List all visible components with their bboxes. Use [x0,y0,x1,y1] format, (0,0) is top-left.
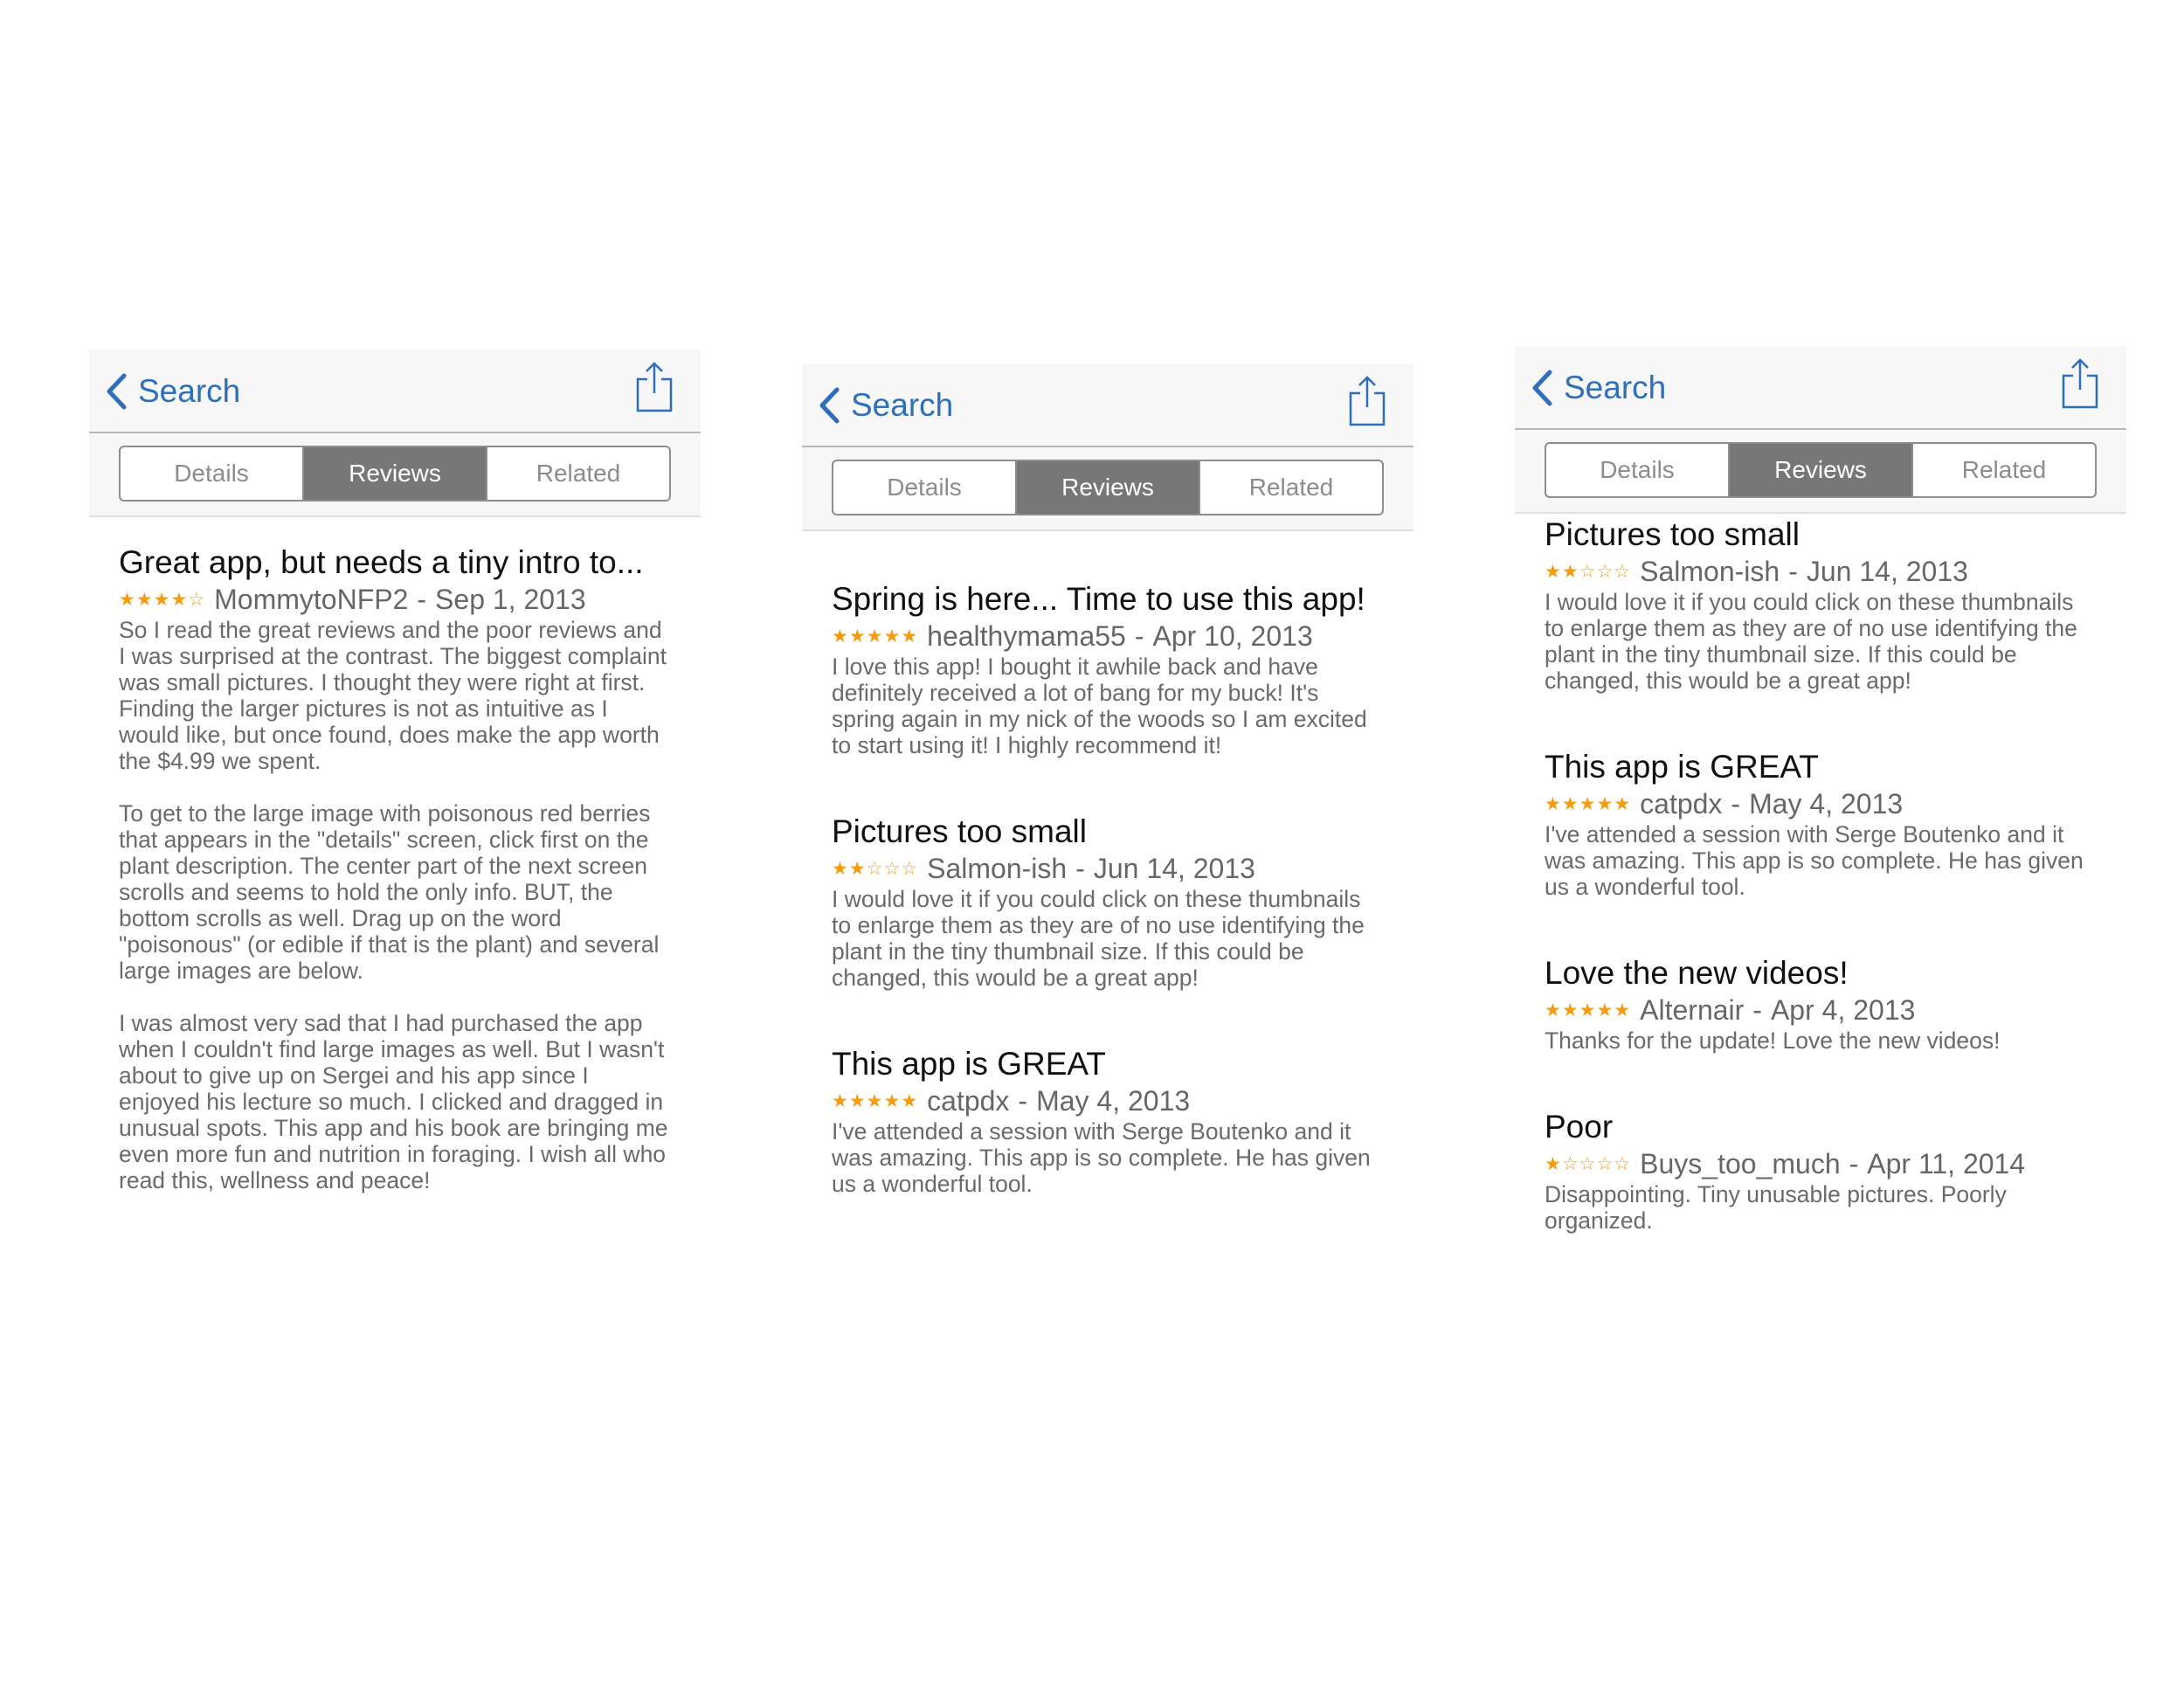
review-date: Apr 10, 2013 [1152,619,1313,652]
app-reviews-screen [89,349,701,1248]
star-filled-icon: ★ [1596,793,1614,814]
review-paragraph: Thanks for the update! Love the new videos! [1545,1027,2001,1054]
review-body [1545,589,2097,694]
review-date: Jun 14, 2013 [1093,852,1255,884]
meta-separator: - [1788,555,1798,587]
segment-bar [89,433,701,517]
review-item [119,543,671,1193]
star-empty-icon: ☆ [1579,561,1597,582]
review-paragraph: I was almost very sad that I had purchased the app when I couldn't find large images as well. But I wasn't about to give up on Sergei and his app since I enjoyed his lecture so much. I clicked and dragged in unusual spots. This app and his book are bringing me even more fun and nutrition in foraging. I wish all who read this, wellness and peace! [119,1010,668,1193]
star-filled-icon: ★ [901,626,919,647]
back-button-label: Search [1564,370,1667,405]
review-meta [832,619,1384,654]
app-reviews-screen [1515,346,2126,1288]
review-body [832,654,1384,758]
review-title: This app is GREAT [1545,749,1819,785]
share-button[interactable] [1347,374,1387,428]
nav-bar [802,363,1413,447]
review-date: May 4, 2013 [1749,787,1904,820]
review-date: May 4, 2013 [1036,1084,1191,1117]
review-paragraph: I would love it if you could click on these thumbnails to enlarge them as they are of no use identifying the plant in the tiny thumbnail size. If this could be changed, this would be a great app! [832,886,1365,991]
review-author: catpdx [927,1084,1010,1117]
share-icon [2060,356,2100,411]
review-date: Apr 4, 2013 [1770,993,1916,1026]
app-reviews-screen [802,363,1413,1251]
star-filled-icon: ★ [1545,1000,1562,1020]
star-empty-icon: ☆ [1561,1153,1579,1174]
segmented-control [1545,442,2097,498]
back-button-label: Search [851,387,954,423]
review-list [89,517,701,1193]
review-title: Poor [1545,1109,1614,1145]
star-empty-icon: ☆ [1614,1153,1632,1174]
segmented-control [832,460,1384,515]
review-body [119,617,671,1193]
review-meta [1545,1146,2097,1181]
review-body [832,1118,1384,1197]
star-empty-icon: ☆ [1596,1153,1614,1174]
review-author: Alternair [1640,993,1745,1026]
star-filled-icon: ★ [119,589,136,610]
star-filled-icon: ★ [848,858,867,879]
star-filled-icon: ★ [135,589,154,610]
review-paragraph: Disappointing. Tiny unusable pictures. Poorly organized. [1545,1181,2007,1234]
review-item [832,1045,1384,1197]
star-filled-icon: ★ [1561,561,1579,582]
star-filled-icon: ★ [883,626,902,647]
tab-reviews[interactable]: Reviews [1015,461,1199,514]
segmented-control [119,446,671,502]
star-filled-icon: ★ [901,1090,919,1111]
back-button-label: Search [138,373,241,409]
chevron-left-icon [1531,369,1553,407]
share-button[interactable] [634,360,674,414]
star-filled-icon: ★ [1579,793,1597,814]
star-rating [1545,1153,1631,1175]
review-body [1545,1027,2097,1054]
star-filled-icon: ★ [1614,793,1632,814]
star-filled-icon: ★ [1561,793,1579,814]
tab-details[interactable]: Details [1600,456,1675,483]
review-paragraph: I've attended a session with Serge Boutenko and it was amazing. This app is so complete. He has given us a wonderful tool. [832,1118,1371,1197]
back-button[interactable] [105,370,240,412]
meta-separator: - [1075,852,1085,884]
star-filled-icon: ★ [832,1090,849,1111]
review-author: Buys_too_much [1640,1147,1841,1180]
review-list [802,531,1413,1197]
review-item [832,813,1384,991]
star-rating [1545,1000,1631,1021]
star-empty-icon: ☆ [188,589,206,610]
segment-bar [1515,430,2126,514]
review-item [1545,1108,2097,1234]
star-filled-icon: ★ [1579,1000,1597,1020]
review-item [1545,954,2097,1054]
review-body [832,886,1384,991]
review-author: Salmon-ish [927,852,1068,884]
review-meta [1545,993,2097,1027]
review-date: Apr 11, 2014 [1867,1147,2026,1180]
tab-reviews[interactable]: Reviews [1728,444,1911,496]
review-author: Salmon-ish [1640,555,1780,587]
review-title: Pictures too small [832,813,1087,849]
review-item [1545,748,2097,900]
star-filled-icon: ★ [848,1090,867,1111]
star-filled-icon: ★ [832,858,849,879]
star-empty-icon: ☆ [1614,561,1632,582]
star-filled-icon: ★ [1545,1153,1562,1174]
review-meta [832,1083,1384,1118]
review-title: This app is GREAT [832,1046,1106,1082]
review-title: Spring is here... Time to use this app! [832,581,1365,617]
star-filled-icon: ★ [883,1090,902,1111]
share-button[interactable] [2060,356,2100,411]
back-button[interactable] [818,384,953,426]
review-date: Sep 1, 2013 [435,583,586,615]
review-body [1545,1181,2097,1234]
star-empty-icon: ☆ [883,858,902,879]
meta-separator: - [1752,993,1762,1026]
review-date: Jun 14, 2013 [1806,555,1968,587]
star-filled-icon: ★ [866,626,884,647]
review-title: Love the new videos! [1545,955,1849,991]
star-rating [1545,561,1631,583]
meta-separator: - [1849,1147,1859,1180]
star-filled-icon: ★ [866,1090,884,1111]
review-meta [1545,554,2097,589]
tab-reviews[interactable]: Reviews [302,447,486,500]
tab-related[interactable]: Related [1199,461,1382,514]
star-filled-icon: ★ [848,626,867,647]
star-rating [832,858,918,880]
review-title: Great app, but needs a tiny intro to... [119,544,644,580]
review-paragraph: I've attended a session with Serge Boutenko and it was amazing. This app is so complete. He has given us a wonderful tool. [1545,821,2084,900]
review-paragraph: I would love it if you could click on these thumbnails to enlarge them as they are of no use identifying the plant in the tiny thumbnail size. If this could be changed, this would be a great app! [1545,589,2077,694]
meta-separator: - [417,583,427,615]
review-paragraph: To get to the large image with poisonous red berries that appears in the "details" screen, click first on the plant description. The center part of the next screen scrolls and seems to hold the only info. BUT, the bottom scrolls as well. Drag up on the word "poisonous" (or edible if that is the plant) and several large images are below. [119,800,660,984]
star-rating [1545,793,1631,815]
review-author: catpdx [1640,787,1723,820]
meta-separator: - [1731,787,1741,820]
star-rating [832,626,918,647]
star-filled-icon: ★ [1545,793,1562,814]
tab-related[interactable]: Related [486,447,669,500]
meta-separator: - [1018,1084,1028,1117]
star-empty-icon: ☆ [1596,561,1614,582]
star-empty-icon: ☆ [866,858,884,879]
nav-bar [89,349,701,433]
star-rating [119,589,205,611]
tab-details[interactable]: Details [887,474,962,501]
star-rating [832,1090,918,1112]
share-icon [1347,374,1387,428]
review-author: healthymama55 [927,619,1126,652]
back-button[interactable] [1531,367,1666,409]
review-paragraph: I love this app! I bought it awhile back and have definitely received a lot of bang for my buck! It's spring again in my nick of the woods so I am excited to start using it! I highly recommend it! [832,654,1367,758]
star-filled-icon: ★ [832,626,849,647]
review-title: Pictures too small [1545,516,1800,552]
star-filled-icon: ★ [1614,1000,1632,1020]
review-item [1545,515,2097,694]
chevron-left-icon [818,386,840,425]
nav-bar [1515,346,2126,430]
review-item [832,580,1384,758]
review-meta [832,851,1384,886]
tab-related[interactable]: Related [1911,444,2095,496]
chevron-left-icon [105,372,128,411]
review-list [1515,514,2126,1234]
star-empty-icon: ☆ [901,858,919,879]
review-meta [119,582,671,617]
star-filled-icon: ★ [1596,1000,1614,1020]
star-filled-icon: ★ [1545,561,1562,582]
star-filled-icon: ★ [170,589,189,610]
star-filled-icon: ★ [1561,1000,1579,1020]
review-body [1545,821,2097,900]
meta-separator: - [1134,619,1144,652]
star-empty-icon: ☆ [1579,1153,1597,1174]
tab-details[interactable]: Details [174,460,249,487]
star-filled-icon: ★ [153,589,171,610]
review-meta [1545,786,2097,821]
review-paragraph: So I read the great reviews and the poor reviews and I was surprised at the contrast. The biggest complaint was small pictures. I thought they were right at first. Finding the larger pictures is not as intuitive as I would like, but once found, does make the app worth the $4.99 we spent. [119,617,667,774]
segment-bar [802,447,1413,531]
review-author: MommytoNFP2 [214,583,409,615]
share-icon [634,360,674,414]
